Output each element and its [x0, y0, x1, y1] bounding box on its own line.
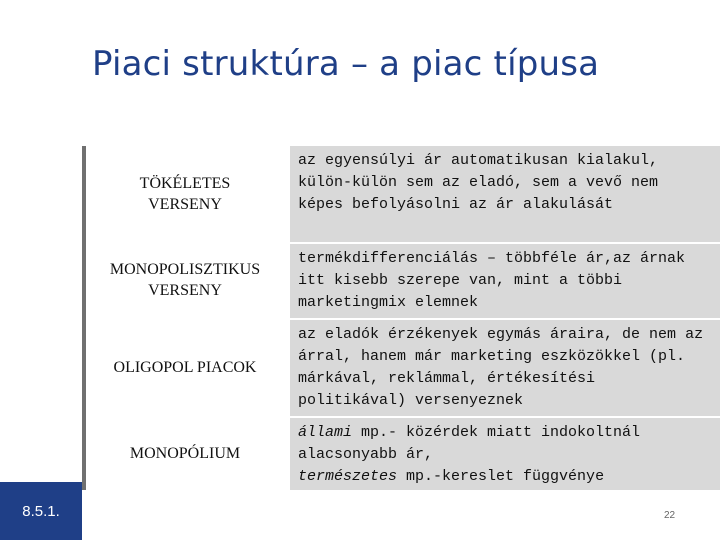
slide-page-number: 22	[664, 510, 676, 521]
slide-title: Piaci struktúra – a piac típusa	[92, 44, 600, 84]
section-number-label: 8.5.1.	[22, 502, 60, 520]
natural-monopoly-text: mp.-kereslet függvénye	[397, 468, 605, 485]
table-row	[82, 416, 720, 490]
market-description-cell: az eladók érzékenyek egymás áraira, de nem az árral, hanem már marketing eszközökkel (pl. márkával, reklámmal, értékesítési politikával) versenyeznek	[284, 318, 720, 416]
table-row	[82, 242, 720, 318]
table-row	[82, 318, 720, 416]
state-monopoly-text: mp.- közérdek miatt indokoltnál alacsonyabb ár,	[298, 424, 641, 463]
market-type-label: OLIGOPOL PIACOK	[113, 358, 257, 376]
market-type-label: MONOPÓLIUM	[129, 444, 241, 462]
market-description-cell: az egyensúlyi ár automatikusan kialakul, külön-külön sem az eladó, sem a vevő nem képes befolyásolni az ár alakulását	[284, 146, 720, 242]
natural-monopoly-term: természetes	[298, 468, 398, 485]
market-structure-table	[82, 146, 720, 490]
market-description-cell	[284, 416, 720, 490]
table-row	[82, 146, 720, 242]
market-description-cell: termékdifferenciálás – többféle ár,az árnak itt kisebb szerepe van, mint a többi marketingmix elemnek	[284, 242, 720, 318]
market-type-label: TÖKÉLETES VERSENY	[139, 175, 231, 213]
market-type-cell	[82, 242, 284, 318]
section-number-box	[0, 482, 82, 540]
market-type-cell	[82, 146, 284, 242]
market-type-cell	[82, 318, 284, 416]
market-type-label: MONOPOLISZTIKUS VERSENY	[109, 261, 261, 299]
market-type-cell	[82, 416, 284, 490]
state-monopoly-term: állami	[298, 424, 353, 441]
